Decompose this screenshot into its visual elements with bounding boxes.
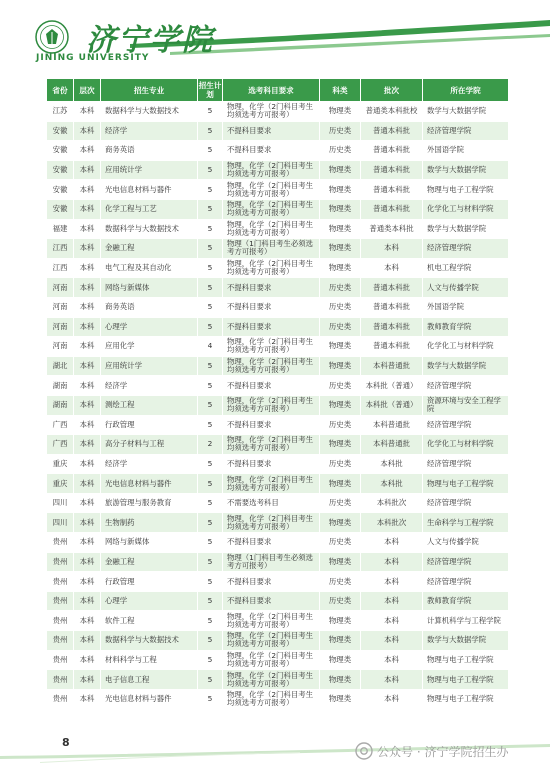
watermark bbox=[355, 742, 508, 760]
table-row bbox=[47, 258, 509, 278]
cell-province: 河南 bbox=[47, 317, 74, 337]
column-header-subject-requirement: 选考科目要求 bbox=[223, 79, 320, 102]
cell-level: 本科 bbox=[74, 141, 101, 161]
cell-batch: 本科 bbox=[361, 258, 423, 278]
cell-batch: 普通本科批 bbox=[361, 199, 423, 219]
cell-batch: 本科批（普通） bbox=[361, 395, 423, 415]
table-row bbox=[47, 572, 509, 592]
table-row bbox=[47, 533, 509, 553]
cell-subject-requirement: 物理，化学（2门科目考生均须选考方可报考） bbox=[223, 650, 320, 670]
cell-province: 重庆 bbox=[47, 474, 74, 494]
cell-subject-requirement: 不提科目要求 bbox=[223, 572, 320, 592]
cell-category: 物理类 bbox=[320, 337, 361, 357]
cell-province: 广西 bbox=[47, 415, 74, 435]
cell-major: 金融工程 bbox=[101, 239, 198, 259]
cell-plan: 5 bbox=[198, 219, 223, 239]
cell-college: 化学化工与材料学院 bbox=[423, 199, 509, 219]
table-row bbox=[47, 239, 509, 259]
cell-subject-requirement: 不提科目要求 bbox=[223, 278, 320, 298]
cell-subject-requirement: 物理，化学（2门科目考生均须选考方可报考） bbox=[223, 395, 320, 415]
cell-major: 软件工程 bbox=[101, 611, 198, 631]
cell-category: 物理类 bbox=[320, 258, 361, 278]
table-row bbox=[47, 415, 509, 435]
cell-province: 贵州 bbox=[47, 611, 74, 631]
table-row bbox=[47, 180, 509, 200]
table-row bbox=[47, 395, 509, 415]
cell-plan: 5 bbox=[198, 533, 223, 553]
brand-name-english: JINING UNIVERSITY bbox=[36, 53, 150, 63]
cell-plan: 5 bbox=[198, 513, 223, 533]
cell-category: 物理类 bbox=[320, 670, 361, 690]
cell-subject-requirement: 物理，化学（2门科目考生均须选考方可报考） bbox=[223, 513, 320, 533]
cell-batch: 本科 bbox=[361, 533, 423, 553]
cell-major: 心理学 bbox=[101, 317, 198, 337]
cell-subject-requirement: 不提科目要求 bbox=[223, 454, 320, 474]
cell-plan: 5 bbox=[198, 572, 223, 592]
cell-level: 本科 bbox=[74, 631, 101, 651]
cell-subject-requirement: 不提科目要求 bbox=[223, 591, 320, 611]
column-header-level: 层次 bbox=[74, 79, 101, 102]
cell-subject-requirement: 不提科目要求 bbox=[223, 533, 320, 553]
cell-province: 江西 bbox=[47, 239, 74, 259]
cell-college: 经济管理学院 bbox=[423, 121, 509, 141]
cell-major: 经济学 bbox=[101, 121, 198, 141]
cell-subject-requirement: 物理（1门科目考生必须选考方可报考） bbox=[223, 239, 320, 259]
cell-category: 物理类 bbox=[320, 631, 361, 651]
cell-category: 历史类 bbox=[320, 493, 361, 513]
table-row bbox=[47, 670, 509, 690]
cell-plan: 5 bbox=[198, 199, 223, 219]
cell-level: 本科 bbox=[74, 297, 101, 317]
cell-plan: 5 bbox=[198, 258, 223, 278]
cell-subject-requirement: 物理（1门科目考生必须选考方可报考） bbox=[223, 552, 320, 572]
cell-category: 物理类 bbox=[320, 611, 361, 631]
cell-college: 经济管理学院 bbox=[423, 454, 509, 474]
cell-category: 物理类 bbox=[320, 650, 361, 670]
cell-major: 数据科学与大数据技术 bbox=[101, 219, 198, 239]
cell-province: 安徽 bbox=[47, 160, 74, 180]
cell-category: 物理类 bbox=[320, 474, 361, 494]
cell-province: 福建 bbox=[47, 219, 74, 239]
cell-level: 本科 bbox=[74, 415, 101, 435]
cell-batch: 普通本科批 bbox=[361, 180, 423, 200]
cell-major: 光电信息材料与器件 bbox=[101, 689, 198, 709]
cell-subject-requirement: 物理，化学（2门科目考生均须选考方可报考） bbox=[223, 102, 320, 122]
cell-college: 经济管理学院 bbox=[423, 239, 509, 259]
column-header-batch: 批次 bbox=[361, 79, 423, 102]
cell-subject-requirement: 不提科目要求 bbox=[223, 141, 320, 161]
cell-plan: 5 bbox=[198, 670, 223, 690]
cell-college: 化学化工与材料学院 bbox=[423, 435, 509, 455]
cell-major: 应用统计学 bbox=[101, 356, 198, 376]
cell-batch: 本科批次 bbox=[361, 513, 423, 533]
cell-province: 河南 bbox=[47, 278, 74, 298]
cell-plan: 5 bbox=[198, 552, 223, 572]
cell-batch: 本科 bbox=[361, 611, 423, 631]
cell-level: 本科 bbox=[74, 552, 101, 572]
cell-college: 数学与大数据学院 bbox=[423, 356, 509, 376]
table-row bbox=[47, 689, 509, 709]
admission-plan-table bbox=[46, 78, 509, 709]
cell-level: 本科 bbox=[74, 650, 101, 670]
table-row bbox=[47, 297, 509, 317]
column-header-college: 所在学院 bbox=[423, 79, 509, 102]
cell-college: 资源环境与安全工程学院 bbox=[423, 395, 509, 415]
cell-major: 电气工程及其自动化 bbox=[101, 258, 198, 278]
cell-level: 本科 bbox=[74, 239, 101, 259]
cell-level: 本科 bbox=[74, 160, 101, 180]
cell-college: 人文与传播学院 bbox=[423, 278, 509, 298]
cell-college: 经济管理学院 bbox=[423, 376, 509, 396]
cell-college: 外国语学院 bbox=[423, 297, 509, 317]
cell-province: 贵州 bbox=[47, 572, 74, 592]
cell-category: 历史类 bbox=[320, 454, 361, 474]
cell-subject-requirement: 物理，化学（2门科目考生均须选考方可报考） bbox=[223, 180, 320, 200]
table-row bbox=[47, 102, 509, 122]
cell-level: 本科 bbox=[74, 356, 101, 376]
cell-province: 安徽 bbox=[47, 141, 74, 161]
cell-province: 安徽 bbox=[47, 121, 74, 141]
cell-college: 外国语学院 bbox=[423, 141, 509, 161]
cell-plan: 5 bbox=[198, 650, 223, 670]
cell-batch: 普通本科批 bbox=[361, 141, 423, 161]
cell-level: 本科 bbox=[74, 317, 101, 337]
cell-batch: 本科 bbox=[361, 689, 423, 709]
table-row bbox=[47, 219, 509, 239]
university-logo-icon bbox=[35, 20, 69, 54]
cell-province: 贵州 bbox=[47, 533, 74, 553]
cell-college: 教师教育学院 bbox=[423, 591, 509, 611]
cell-plan: 5 bbox=[198, 611, 223, 631]
cell-province: 江西 bbox=[47, 258, 74, 278]
cell-plan: 5 bbox=[198, 160, 223, 180]
cell-category: 物理类 bbox=[320, 219, 361, 239]
cell-batch: 本科 bbox=[361, 552, 423, 572]
cell-plan: 5 bbox=[198, 180, 223, 200]
cell-batch: 本科 bbox=[361, 572, 423, 592]
cell-subject-requirement: 物理，化学（2门科目考生均须选考方可报考） bbox=[223, 337, 320, 357]
table-row bbox=[47, 552, 509, 572]
cell-college: 物理与电子工程学院 bbox=[423, 650, 509, 670]
cell-plan: 5 bbox=[198, 454, 223, 474]
cell-province: 贵州 bbox=[47, 670, 74, 690]
cell-batch: 本科普通批 bbox=[361, 356, 423, 376]
cell-category: 物理类 bbox=[320, 513, 361, 533]
cell-level: 本科 bbox=[74, 180, 101, 200]
cell-level: 本科 bbox=[74, 591, 101, 611]
cell-category: 物理类 bbox=[320, 435, 361, 455]
cell-province: 贵州 bbox=[47, 631, 74, 651]
table-row bbox=[47, 513, 509, 533]
cell-plan: 5 bbox=[198, 376, 223, 396]
cell-major: 光电信息材料与器件 bbox=[101, 180, 198, 200]
cell-plan: 5 bbox=[198, 415, 223, 435]
cell-major: 商务英语 bbox=[101, 297, 198, 317]
cell-plan: 5 bbox=[198, 102, 223, 122]
cell-major: 心理学 bbox=[101, 591, 198, 611]
cell-province: 贵州 bbox=[47, 650, 74, 670]
cell-level: 本科 bbox=[74, 376, 101, 396]
cell-major: 经济学 bbox=[101, 376, 198, 396]
cell-batch: 普通本科批 bbox=[361, 337, 423, 357]
table-row bbox=[47, 454, 509, 474]
table-row bbox=[47, 337, 509, 357]
page-header bbox=[0, 0, 550, 72]
table-row bbox=[47, 474, 509, 494]
cell-level: 本科 bbox=[74, 278, 101, 298]
cell-subject-requirement: 物理，化学（2门科目考生均须选考方可报考） bbox=[223, 356, 320, 376]
cell-college: 机电工程学院 bbox=[423, 258, 509, 278]
cell-batch: 本科批 bbox=[361, 474, 423, 494]
cell-major: 行政管理 bbox=[101, 415, 198, 435]
cell-batch: 本科普通批 bbox=[361, 415, 423, 435]
cell-plan: 2 bbox=[198, 435, 223, 455]
cell-province: 广西 bbox=[47, 435, 74, 455]
cell-province: 河南 bbox=[47, 297, 74, 317]
cell-college: 数学与大数据学院 bbox=[423, 160, 509, 180]
cell-plan: 5 bbox=[198, 474, 223, 494]
cell-subject-requirement: 物理，化学（2门科目考生均须选考方可报考） bbox=[223, 160, 320, 180]
table-row bbox=[47, 199, 509, 219]
table-row bbox=[47, 121, 509, 141]
cell-major: 材料科学与工程 bbox=[101, 650, 198, 670]
cell-province: 贵州 bbox=[47, 689, 74, 709]
cell-province: 河南 bbox=[47, 337, 74, 357]
cell-batch: 本科 bbox=[361, 670, 423, 690]
cell-batch: 本科普通批 bbox=[361, 435, 423, 455]
cell-major: 化学工程与工艺 bbox=[101, 199, 198, 219]
cell-level: 本科 bbox=[74, 395, 101, 415]
cell-province: 安徽 bbox=[47, 199, 74, 219]
cell-major: 商务英语 bbox=[101, 141, 198, 161]
cell-college: 经济管理学院 bbox=[423, 415, 509, 435]
watermark-text: 公众号 · 济宁学院招生办 bbox=[377, 744, 509, 759]
cell-level: 本科 bbox=[74, 454, 101, 474]
table-row bbox=[47, 376, 509, 396]
cell-plan: 5 bbox=[198, 395, 223, 415]
table-row bbox=[47, 435, 509, 455]
cell-batch: 普通类本科批校 bbox=[361, 102, 423, 122]
table-row bbox=[47, 141, 509, 161]
cell-level: 本科 bbox=[74, 435, 101, 455]
cell-category: 物理类 bbox=[320, 160, 361, 180]
cell-college: 物理与电子工程学院 bbox=[423, 180, 509, 200]
cell-plan: 5 bbox=[198, 297, 223, 317]
cell-subject-requirement: 物理，化学（2门科目考生均须选考方可报考） bbox=[223, 474, 320, 494]
cell-batch: 普通本科批 bbox=[361, 160, 423, 180]
cell-level: 本科 bbox=[74, 102, 101, 122]
cell-college: 人文与传播学院 bbox=[423, 533, 509, 553]
cell-major: 光电信息材料与器件 bbox=[101, 474, 198, 494]
cell-subject-requirement: 物理，化学（2门科目考生均须选考方可报考） bbox=[223, 631, 320, 651]
cell-college: 经济管理学院 bbox=[423, 572, 509, 592]
cell-batch: 普通本科批 bbox=[361, 121, 423, 141]
cell-province: 重庆 bbox=[47, 454, 74, 474]
cell-college: 经济管理学院 bbox=[423, 552, 509, 572]
cell-major: 行政管理 bbox=[101, 572, 198, 592]
table-row bbox=[47, 356, 509, 376]
cell-category: 物理类 bbox=[320, 102, 361, 122]
cell-major: 电子信息工程 bbox=[101, 670, 198, 690]
cell-major: 应用统计学 bbox=[101, 160, 198, 180]
cell-level: 本科 bbox=[74, 572, 101, 592]
cell-plan: 5 bbox=[198, 317, 223, 337]
cell-subject-requirement: 物理，化学（2门科目考生均须选考方可报考） bbox=[223, 199, 320, 219]
cell-level: 本科 bbox=[74, 121, 101, 141]
cell-plan: 5 bbox=[198, 356, 223, 376]
cell-category: 历史类 bbox=[320, 376, 361, 396]
cell-college: 物理与电子工程学院 bbox=[423, 689, 509, 709]
cell-province: 贵州 bbox=[47, 552, 74, 572]
cell-college: 物理与电子工程学院 bbox=[423, 474, 509, 494]
cell-college: 生命科学与工程学院 bbox=[423, 513, 509, 533]
cell-level: 本科 bbox=[74, 533, 101, 553]
cell-major: 测绘工程 bbox=[101, 395, 198, 415]
cell-subject-requirement: 物理，化学（2门科目考生均须选考方可报考） bbox=[223, 219, 320, 239]
column-header-category: 科类 bbox=[320, 79, 361, 102]
column-header-province: 省份 bbox=[47, 79, 74, 102]
cell-batch: 普通类本科批 bbox=[361, 219, 423, 239]
cell-college: 经济管理学院 bbox=[423, 493, 509, 513]
cell-subject-requirement: 不提科目要求 bbox=[223, 415, 320, 435]
cell-major: 金融工程 bbox=[101, 552, 198, 572]
cell-batch: 普通本科批 bbox=[361, 278, 423, 298]
cell-province: 江苏 bbox=[47, 102, 74, 122]
cell-level: 本科 bbox=[74, 689, 101, 709]
cell-subject-requirement: 不提科目要求 bbox=[223, 297, 320, 317]
table-row bbox=[47, 160, 509, 180]
cell-college: 数学与大数据学院 bbox=[423, 219, 509, 239]
cell-category: 物理类 bbox=[320, 239, 361, 259]
cell-level: 本科 bbox=[74, 670, 101, 690]
table-header-row bbox=[47, 79, 509, 102]
cell-level: 本科 bbox=[74, 513, 101, 533]
cell-college: 数学与大数据学院 bbox=[423, 102, 509, 122]
cell-subject-requirement: 不需要选考科目 bbox=[223, 493, 320, 513]
page-number: 8 bbox=[62, 736, 70, 749]
cell-province: 四川 bbox=[47, 513, 74, 533]
cell-category: 物理类 bbox=[320, 180, 361, 200]
cell-category: 历史类 bbox=[320, 572, 361, 592]
cell-level: 本科 bbox=[74, 219, 101, 239]
cell-province: 贵州 bbox=[47, 591, 74, 611]
cell-province: 安徽 bbox=[47, 180, 74, 200]
cell-category: 历史类 bbox=[320, 533, 361, 553]
cell-batch: 普通本科批 bbox=[361, 297, 423, 317]
cell-college: 计算机科学与工程学院 bbox=[423, 611, 509, 631]
cell-category: 物理类 bbox=[320, 552, 361, 572]
cell-level: 本科 bbox=[74, 493, 101, 513]
column-header-major: 招生专业 bbox=[101, 79, 198, 102]
cell-college: 物理与电子工程学院 bbox=[423, 670, 509, 690]
brand-name-chinese: 济宁学院 bbox=[86, 23, 214, 58]
cell-category: 物理类 bbox=[320, 395, 361, 415]
cell-major: 网络与新媒体 bbox=[101, 278, 198, 298]
table-row bbox=[47, 591, 509, 611]
cell-major: 经济学 bbox=[101, 454, 198, 474]
cell-province: 湖北 bbox=[47, 356, 74, 376]
cell-level: 本科 bbox=[74, 258, 101, 278]
cell-subject-requirement: 物理，化学（2门科目考生均须选考方可报考） bbox=[223, 670, 320, 690]
cell-category: 历史类 bbox=[320, 591, 361, 611]
cell-plan: 5 bbox=[198, 121, 223, 141]
wechat-official-account-icon bbox=[355, 742, 373, 760]
cell-category: 历史类 bbox=[320, 415, 361, 435]
cell-level: 本科 bbox=[74, 337, 101, 357]
cell-subject-requirement: 物理，化学（2门科目考生均须选考方可报考） bbox=[223, 689, 320, 709]
cell-batch: 本科批 bbox=[361, 454, 423, 474]
cell-batch: 普通本科批 bbox=[361, 317, 423, 337]
cell-category: 物理类 bbox=[320, 689, 361, 709]
cell-college: 化学化工与材料学院 bbox=[423, 337, 509, 357]
cell-plan: 5 bbox=[198, 141, 223, 161]
cell-province: 四川 bbox=[47, 493, 74, 513]
cell-category: 历史类 bbox=[320, 317, 361, 337]
cell-category: 物理类 bbox=[320, 356, 361, 376]
cell-plan: 5 bbox=[198, 493, 223, 513]
cell-major: 高分子材料与工程 bbox=[101, 435, 198, 455]
cell-subject-requirement: 物理，化学（2门科目考生均须选考方可报考） bbox=[223, 435, 320, 455]
table-row bbox=[47, 493, 509, 513]
cell-major: 数据科学与大数据技术 bbox=[101, 631, 198, 651]
cell-plan: 5 bbox=[198, 631, 223, 651]
table-row bbox=[47, 317, 509, 337]
cell-college: 数学与大数据学院 bbox=[423, 631, 509, 651]
cell-level: 本科 bbox=[74, 611, 101, 631]
cell-subject-requirement: 不提科目要求 bbox=[223, 317, 320, 337]
cell-batch: 本科批次 bbox=[361, 493, 423, 513]
cell-major: 数据科学与大数据技术 bbox=[101, 102, 198, 122]
cell-subject-requirement: 物理，化学（2门科目考生均须选考方可报考） bbox=[223, 611, 320, 631]
table-row bbox=[47, 611, 509, 631]
cell-subject-requirement: 物理，化学（2门科目考生均须选考方可报考） bbox=[223, 258, 320, 278]
cell-plan: 4 bbox=[198, 337, 223, 357]
cell-subject-requirement: 不提科目要求 bbox=[223, 376, 320, 396]
cell-province: 湖南 bbox=[47, 395, 74, 415]
cell-plan: 5 bbox=[198, 591, 223, 611]
cell-major: 网络与新媒体 bbox=[101, 533, 198, 553]
cell-category: 历史类 bbox=[320, 278, 361, 298]
cell-plan: 5 bbox=[198, 689, 223, 709]
cell-plan: 5 bbox=[198, 239, 223, 259]
cell-batch: 本科 bbox=[361, 650, 423, 670]
cell-major: 生物制药 bbox=[101, 513, 198, 533]
table-row bbox=[47, 631, 509, 651]
cell-province: 湖南 bbox=[47, 376, 74, 396]
cell-major: 应用化学 bbox=[101, 337, 198, 357]
column-header-plan: 招生计划 bbox=[198, 79, 223, 102]
cell-category: 物理类 bbox=[320, 199, 361, 219]
cell-batch: 本科 bbox=[361, 239, 423, 259]
cell-major: 旅游管理与服务教育 bbox=[101, 493, 198, 513]
cell-level: 本科 bbox=[74, 474, 101, 494]
cell-batch: 本科 bbox=[361, 591, 423, 611]
cell-batch: 本科批（普通） bbox=[361, 376, 423, 396]
cell-subject-requirement: 不提科目要求 bbox=[223, 121, 320, 141]
cell-category: 历史类 bbox=[320, 141, 361, 161]
table-row bbox=[47, 278, 509, 298]
cell-college: 教师教育学院 bbox=[423, 317, 509, 337]
cell-batch: 本科 bbox=[361, 631, 423, 651]
cell-category: 历史类 bbox=[320, 297, 361, 317]
cell-category: 历史类 bbox=[320, 121, 361, 141]
cell-plan: 5 bbox=[198, 278, 223, 298]
cell-level: 本科 bbox=[74, 199, 101, 219]
table-row bbox=[47, 650, 509, 670]
